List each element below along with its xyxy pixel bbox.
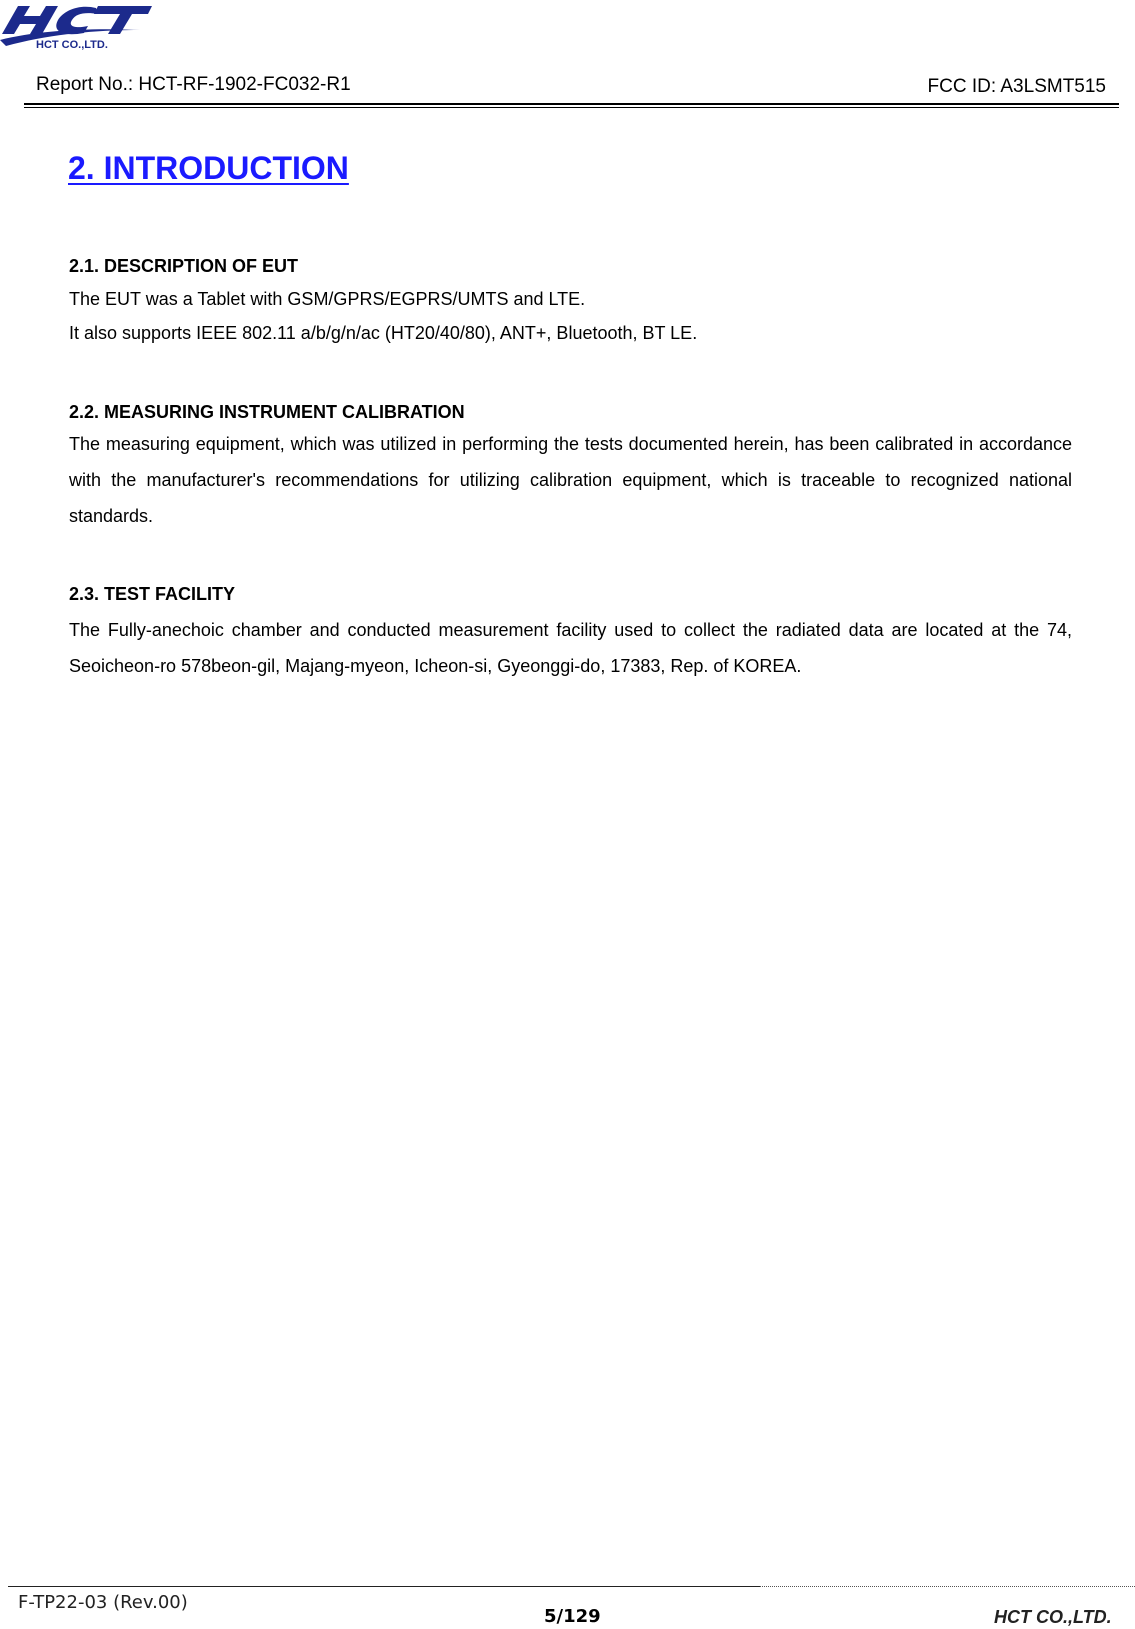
form-id: F-TP22-03 (Rev.00) — [18, 1592, 188, 1613]
section-heading-calibration: 2.2. MEASURING INSTRUMENT CALIBRATION — [69, 402, 465, 422]
header-rule — [24, 103, 1119, 105]
section-facility-body: The Fully-anechoic chamber and conducted measurement facility used to collect the radiated data are located at the 74, Seoicheon-ro 578beon-gil, Majang-myeon, Icheon-si, Gyeonggi-do, 17383, Rep. of KOREA. — [69, 620, 1072, 676]
fcc-id: FCC ID: A3LSMT515 — [927, 76, 1106, 97]
company-logo-footer — [994, 1606, 1119, 1626]
header-rule-thin — [24, 107, 1119, 108]
page-number: 5/129 — [544, 1606, 601, 1627]
svg-text:HCT CO.,LTD.: HCT CO.,LTD. — [36, 39, 108, 51]
report-number: Report No.: HCT-RF-1902-FC032-R1 — [36, 74, 351, 95]
section-heading-description: 2.1. DESCRIPTION OF EUT — [69, 256, 299, 276]
hct-logo — [0, 0, 160, 60]
page-title: 2. INTRODUCTION — [68, 150, 349, 186]
footer-dotted-rule — [760, 1586, 1135, 1587]
section-heading-facility: 2.3. TEST FACILITY — [69, 584, 236, 604]
section-calibration-body: The measuring equipment, which was utilized in performing the tests documented herein, has been calibrated in accordance with the manufacturer's recommendations for utilizing calibration equipment, which is traceable to recognized national standards. — [69, 434, 1072, 526]
svg-text:HCT CO.,LTD.: HCT CO.,LTD. — [994, 1607, 1112, 1626]
footer-rule — [8, 1586, 760, 1587]
section-description-line-2: It also supports IEEE 802.11 a/b/g/n/ac (HT20/40/80), ANT+, Bluetooth, BT LE. — [69, 323, 698, 343]
section-description-line-1: The EUT was a Tablet with GSM/GPRS/EGPRS/UMTS and LTE. — [69, 289, 586, 309]
